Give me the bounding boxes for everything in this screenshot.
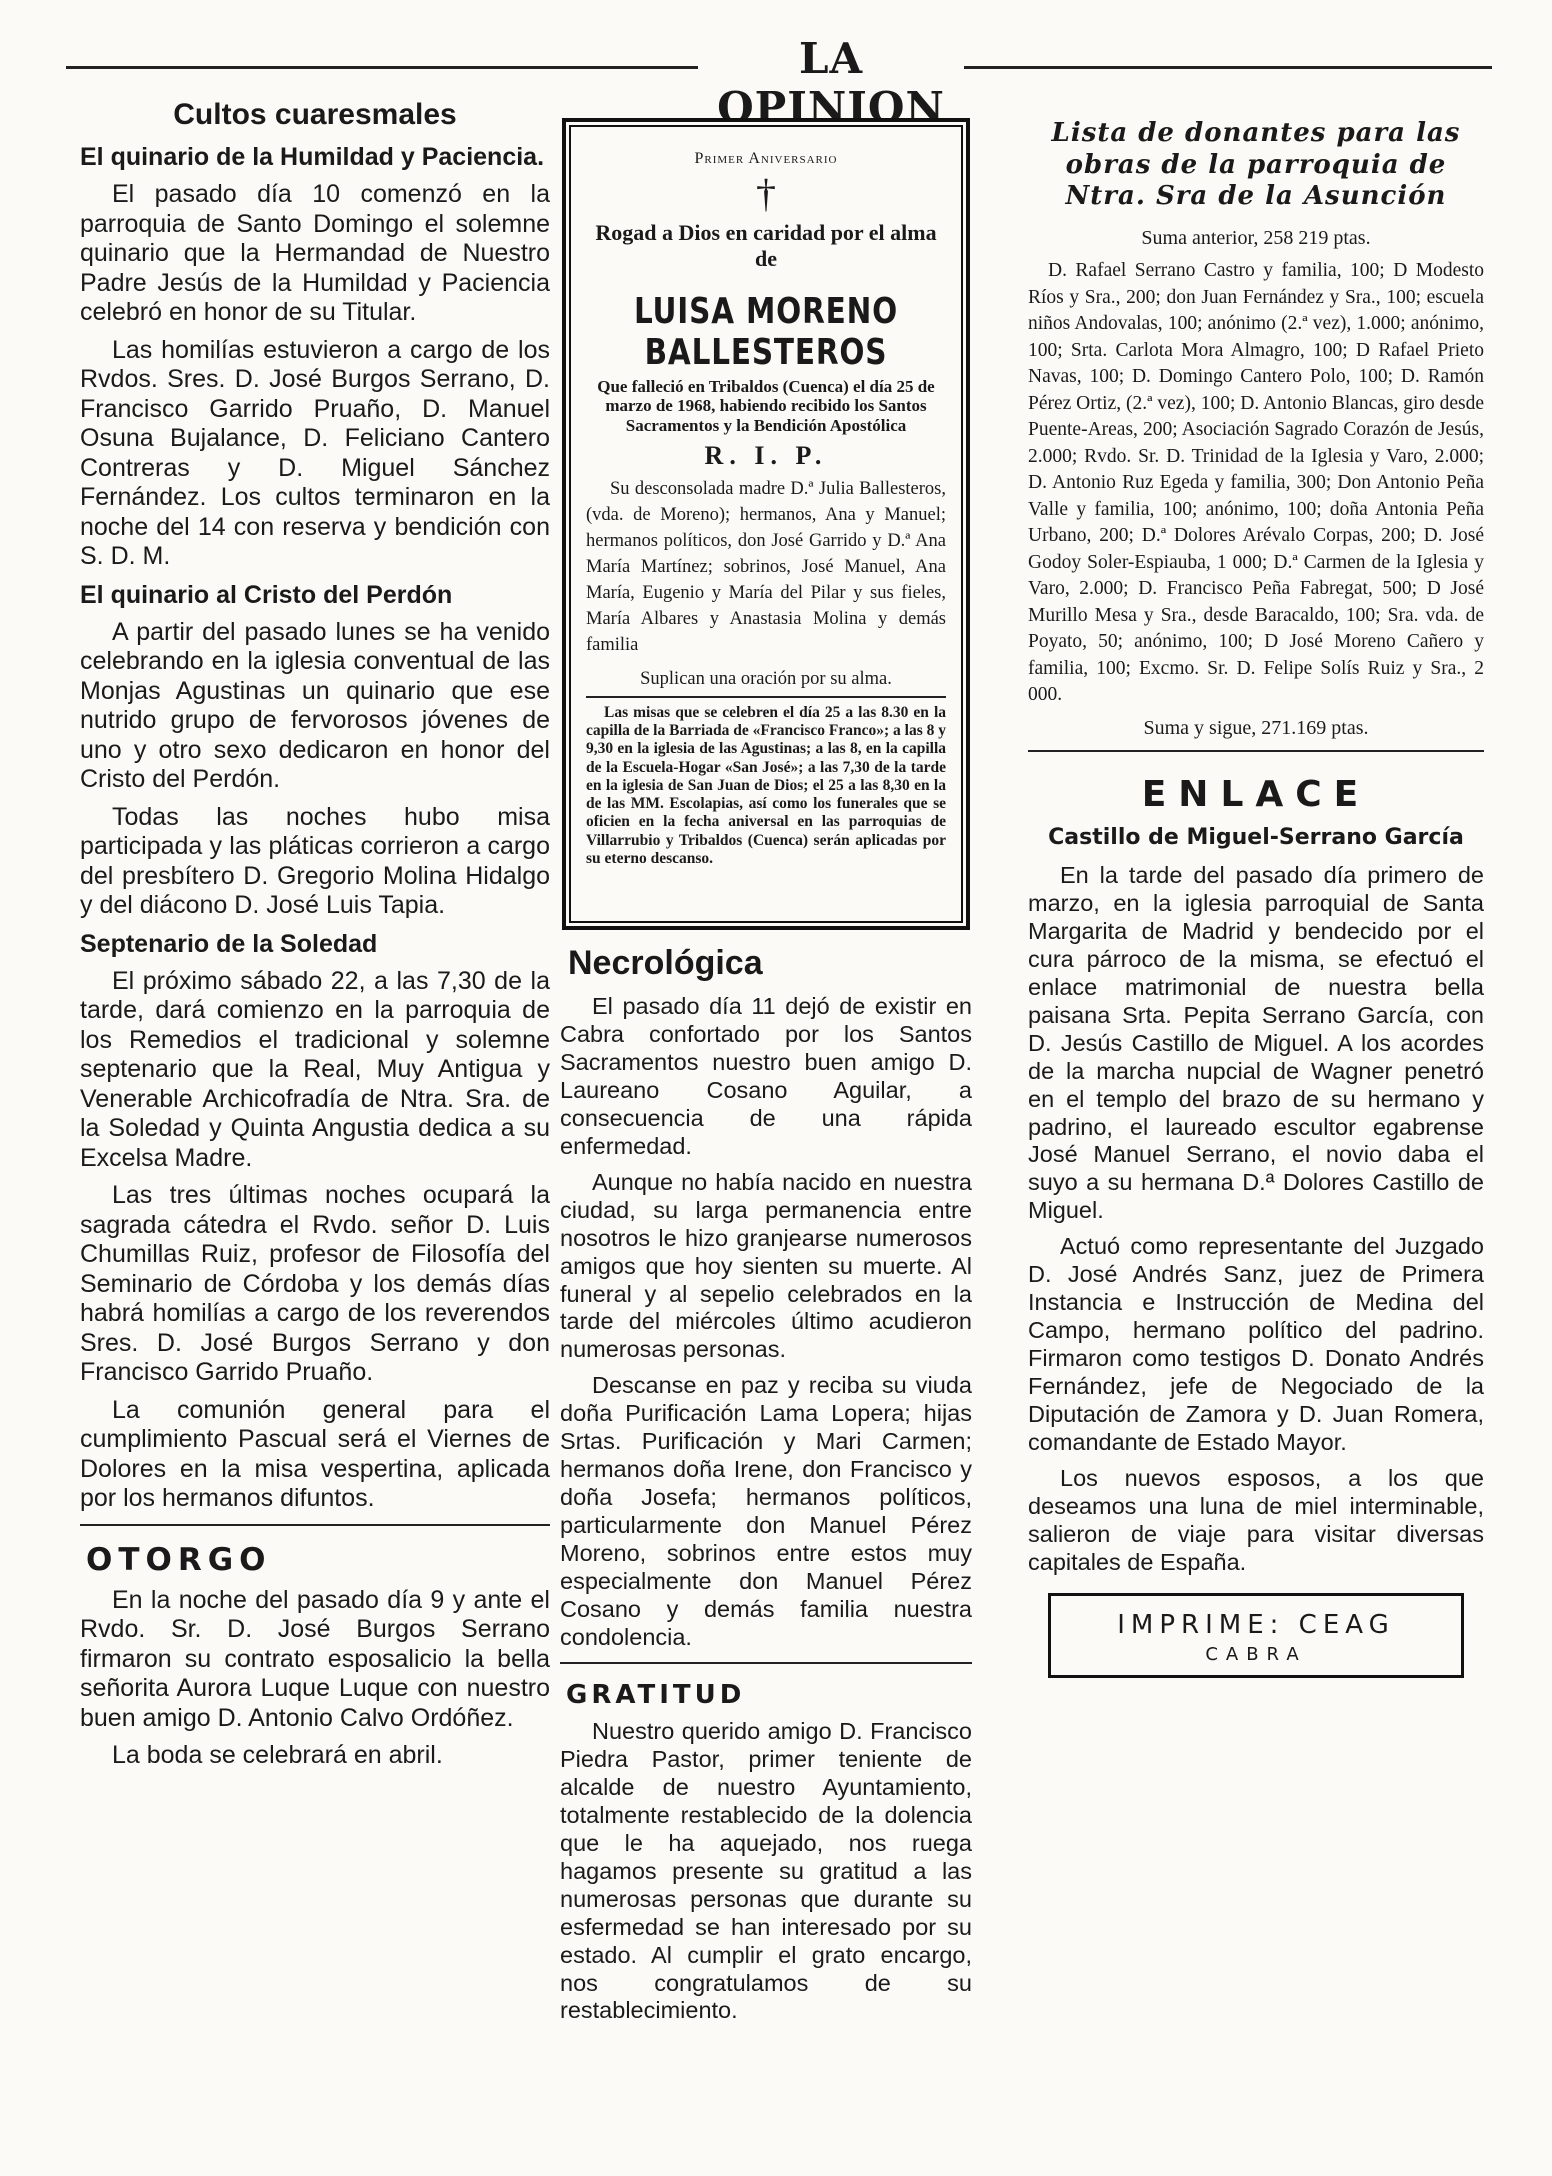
paragraph: Actuó como representante del Juzgado D. José Andrés Sanz, juez de Primera Instancia e Instrucción de Medina del Campo, hermano político del padrino. Firmaron como testigos D. Donato Andrés Fernández, jefe de Negociado de la Diputación de Zamora y D. Juan Romera, comandante de Estado Mayor. — [1028, 1233, 1484, 1455]
paragraph: En la tarde del pasado día primero de marzo, en la iglesia parroquial de Santa Margarita de Madrid y bendecido por el cura párroco de la misma, se efectuó el enlace matrimonial de nuestra bella paisana Srta. Pepita Serrano García, con D. Jesús Castillo de Miguel. A los acordes de la marcha nupcial de Wagner penetró en el templo del brazo de su hermano y padrino, el laureado escultor egabrense José Manuel Serrano, el novio daba el suyo a su hermana D.ª Dolores Castillo de Miguel. — [1028, 861, 1484, 1224]
printer-line-2: CABRA — [1205, 1643, 1307, 1665]
heading-necrologica: Necrológica — [568, 944, 763, 982]
paragraph: Aunque no había nacido en nuestra ciudad, su larga permanencia entre nosotros le hizo granjearse numerosos amigos que hoy sienten su muerte. Al funeral y al sepelio celebrados en la tarde del miércoles último acudieron numerosas personas. — [560, 1168, 972, 1363]
obituary-pray: Rogad a Dios en caridad por el alma de — [595, 220, 937, 272]
divider — [80, 1524, 550, 1526]
paragraph: Las tres últimas noches ocupará la sagrada cátedra el Rvdo. señor D. Luis Chumillas Ruiz, profesor de Filosofía del Seminario de Córdoba y los demás días habrá homilías a cargo de los reverendos Sres. D. José Burgos Serrano y don Francisco Garrido Pruaño. — [80, 1181, 550, 1386]
obituary-name: LUISA MORENO BALLESTEROS — [633, 290, 899, 373]
obituary-rip: R. I. P. — [704, 441, 828, 471]
paragraph: La boda se celebrará en abril. — [112, 1741, 443, 1769]
paragraph: Nuestro querido amigo D. Francisco Piedra Pastor, primer teniente de alcalde de nuestro Ayuntamiento, totalmente restablecido de la dolencia que le ha aquejado, nos ruega hagamos presente su gratitud a las numerosas personas que durante su esfermedad se han interesado por su estado. Al cumplir el grato encargo, nos congratulamos de su restablecimiento. — [560, 1717, 972, 2024]
donor-list: D. Rafael Serrano Castro y familia, 100; D Modesto Ríos y Sra., 200; don Juan Fernández y Sra., 100; escuela niños Andovalas, 100; anónimo (2.ª vez), 1.000; anónimo, 100; Srta. Carlota Mora Almagro, 100; D Rafael Prieto Navas, 100; D. Domingo Cantero Polo, 100; D. Ramón Pérez Ortiz, (2.ª vez), 100; D. Antonio Blancas, giro desde Puente-Areas, 200; Asociación Sagrado Corazón de Jesús, 2.000; Rvdo. Sr. D. Trinidad de la Iglesia y Varo, 2.000; D. Antonio Ruz Egeda y familia, 300; Don Antonio Peña Valle y familia, 100; anónimo, 100; doña Antonia Peña Urbano, 200; D.ª Dolores Arévalo Corpas, 200; D. José Godoy Soler-Espiauba, 1 000; D.ª Carmen de la Iglesia y Varo, 2.000; D. Francisco Peña Fabregat, 500; D José Murillo Mesa y Sra., desde Baracaldo, 100; Sra. vda. de Poyato, 50; anónimo, 100; D José Moreno Cañero y familia, 100; Excmo. Sr. D. Felipe Solís Ruiz y Sra., 2 000. — [1028, 260, 1484, 706]
heading-enlace: ENLACE — [1141, 773, 1371, 815]
column-middle — [560, 944, 972, 2033]
paragraph: La comunión general para el cumplimiento Pascual será el Viernes de Dolores en la misa vespertina, aplicada por los hermanos difuntos. — [80, 1395, 550, 1512]
paragraph: El pasado día 11 dejó de existir en Cabra confortado por los Santos Sacramentos nuestro buen amigo D. Laureano Cosano Aguilar, a consecuencia de una rápida enfermedad. — [560, 993, 972, 1159]
masthead-rule-right — [964, 66, 1492, 69]
divider — [1028, 750, 1484, 752]
paragraph: Todas las noches hubo misa participada y las pláticas corrieron a cargo del presbítero D. Gregorio Molina Hidalgo y del diácono D. José Luis Tapia. — [80, 802, 550, 919]
divider — [560, 1662, 972, 1664]
masthead-rule-left — [66, 66, 698, 69]
cross-icon: † — [756, 171, 776, 216]
heading-donantes: Lista de donantes para las obras de la parroquia de Ntra. Sra de la Asunción — [1051, 118, 1461, 212]
sum-previous: Suma anterior, 258 219 ptas. — [1141, 227, 1371, 250]
paragraph: En la noche del pasado día 9 y ante el Rvdo. Sr. D. José Burgos Serrano firmaron su contrato esposalicio la bella señorita Aurora Luque Luque con nuestro buen amigo D. Antonio Calvo Ordóñez. — [80, 1585, 550, 1732]
paragraph: Los nuevos esposos, a los que deseamos una luna de miel interminable, salieron de viaje para visitar diversas capitales de España. — [1028, 1464, 1484, 1575]
section-heading-cultos: Cultos cuaresmales — [173, 98, 457, 131]
column-right — [1028, 118, 1484, 1678]
obituary-notice — [562, 118, 970, 930]
heading-otorgo: OTORGO — [86, 1541, 272, 1578]
subheading-humildad: El quinario de la Humildad y Paciencia. — [80, 143, 545, 171]
heading-gratitud: GRATITUD — [566, 1679, 746, 1710]
obituary-anniversary: Primer Aniversario — [694, 150, 838, 167]
printer-box — [1048, 1593, 1464, 1678]
obituary-died: Que falleció en Tribaldos (Cuenca) el día 25 de marzo de 1968, habiendo recibido los Santos Sacramentos y la Bendición Apostólica — [597, 376, 935, 435]
masthead-title: LA OPINION — [717, 34, 945, 132]
printer-line-1: IMPRIME: CEAG — [1117, 1609, 1395, 1640]
obituary-family: Su desconsolada madre D.ª Julia Ballesteros, (vda. de Moreno); hermanos, Ana y Manuel; hermanos políticos, don José Garrido y D.ª Ana María Martínez; sobrinos, José Manuel, Ana María, Eugenio y María del Pilar y sus fieles, María Albares y Anastasia Molina y demás familia — [586, 479, 946, 655]
paragraph: El pasado día 10 comenzó en la parroquia de Santo Domingo el solemne quinario que la Hermandad de Nuestro Padre Jesús de la Humildad y Paciencia celebró en honor de su Titular. — [80, 180, 550, 326]
subheading-cristo-perdon: El quinario al Cristo del Perdón — [80, 580, 453, 609]
obituary-ask: Suplican una oración por su alma. — [640, 668, 892, 689]
subheading-enlace: Castillo de Miguel-Serrano García — [1048, 824, 1464, 850]
paragraph: A partir del pasado lunes se ha venido celebrando en la iglesia conventual de las Monjas Agustinas un quinario que ese nutrido grupo de fervorosos jóvenes de uno y otro sexo dedicaron en honor del Cristo del Perdón. — [80, 617, 550, 793]
paragraph: El próximo sábado 22, a las 7,30 de la tarde, dará comienzo en la parroquia de los Remedios el tradicional y solemne septenario que la Real, Muy Antigua y Venerable Archicofradía de Ntra. Sra. de la Soledad y Quinta Angustia dedica a su Excelsa Madre. — [80, 966, 550, 1172]
paragraph: Las homilías estuvieron a cargo de los Rvdos. Sres. D. José Burgos Serrano, D. Francisco Garrido Pruaño, D. Manuel Osuna Bujalance, D. Feliciano Cantero Contreras y D. Miguel Sánchez Fernández. Los cultos terminaron en la noche del 14 con reserva y bendición con S. D. M. — [80, 335, 550, 570]
obituary-masses: Las misas que se celebren el día 25 a las 8.30 en la capilla de la Barriada de «Francisco Franco»; a las 8 y 9,30 en la iglesia de las Agustinas; a las 8, en la capilla de la Escuela-Hogar «San José»; a las 7,30 de la tarde en la iglesia de San Juan de Dios; el 25 a las 8,30 en la de las MM. Escolapias, así como los funerales que se oficien en la fecha aniversal en las parroquias de Villarrubio y Tribaldos (Cuenca) serán aplicadas por su eterno descanso. — [586, 696, 946, 869]
paragraph: Descanse en paz y reciba su viuda doña Purificación Lama Lopera; hijas Srtas. Purificación y Mari Carmen; hermanos doña Irene, don Francisco y doña Josefa; hermanos políticos, particularmente don Manuel Pérez Moreno, sobrinos entre estos muy especialmente don Manuel Pérez Cosano y demás familia nuestra condolencia. — [560, 1372, 972, 1650]
subheading-soledad: Septenario de la Soledad — [80, 929, 378, 958]
sum-next: Suma y sigue, 271.169 ptas. — [1143, 716, 1369, 739]
column-left — [80, 98, 550, 1779]
